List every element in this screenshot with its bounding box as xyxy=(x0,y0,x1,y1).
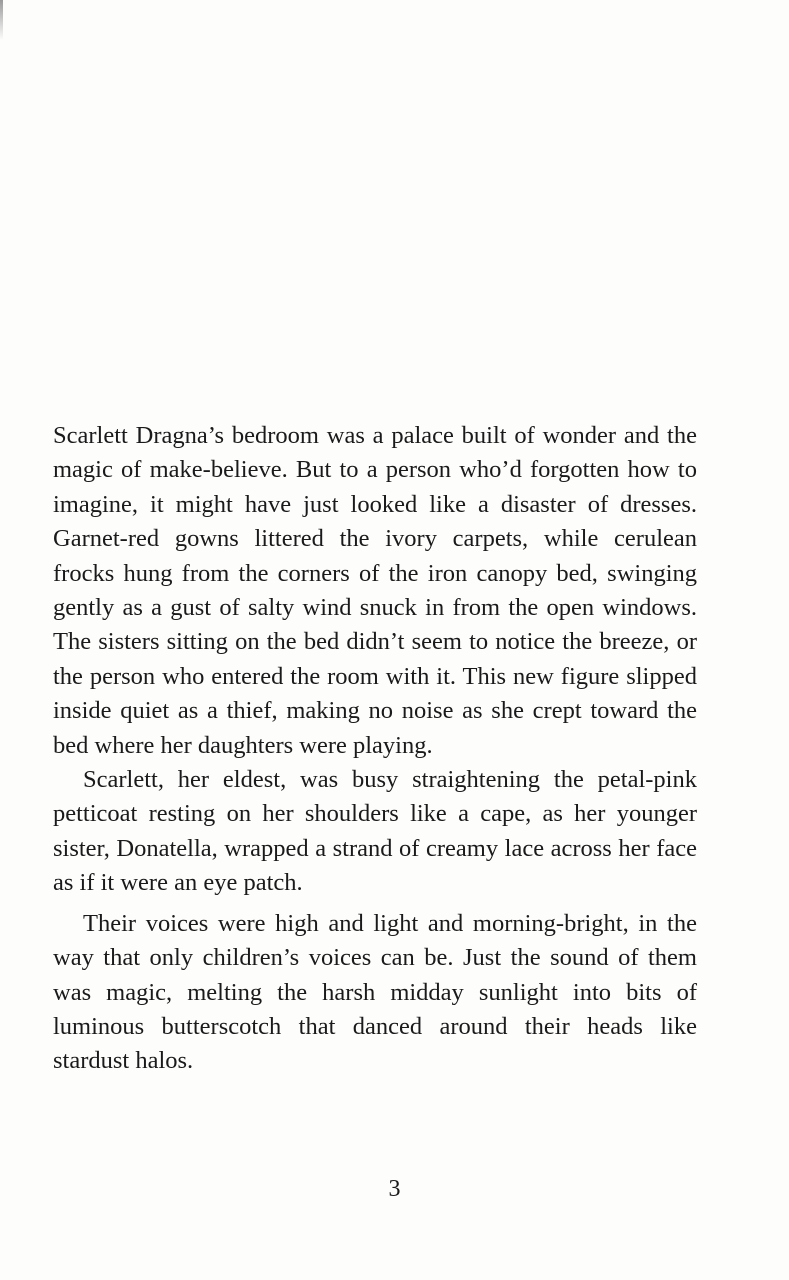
body-text xyxy=(53,419,697,1079)
page-edge-shadow xyxy=(0,0,3,40)
page-number: 3 xyxy=(388,1176,401,1202)
paragraph-2: Scarlett, her eldest, was busy straightening the petal-pink petticoat resting on her shoulders like a cape, as her younger sister, Donatella, wrapped a strand of creamy lace across her face as if it were an eye patch. xyxy=(53,766,697,897)
paragraph-3: Their voices were high and light and morning-bright, in the way that only children’s voices can be. Just the sound of them was magic, melting the harsh midday sunlight into bits of luminous butterscotch that danced around their heads like stardust halos. xyxy=(53,909,697,1075)
paragraph-1: Scarlett Dragna’s bedroom was a palace built of wonder and the magic of make-believe. But to a person who’d forgotten how to imagine, it might have just looked like a disaster of dresses. Garnet-red gowns littered the ivory carpets, while cerulean frocks hung from the corners of the iron canopy bed, swinging gently as a gust of salty wind snuck in from the open windows. The sisters sitting on the bed didn’t seem to notice the breeze, or the person who entered the room with it. This new figure slipped inside quiet as a thief, making no noise as she crept toward the bed where her daughters were playing. xyxy=(53,422,697,759)
